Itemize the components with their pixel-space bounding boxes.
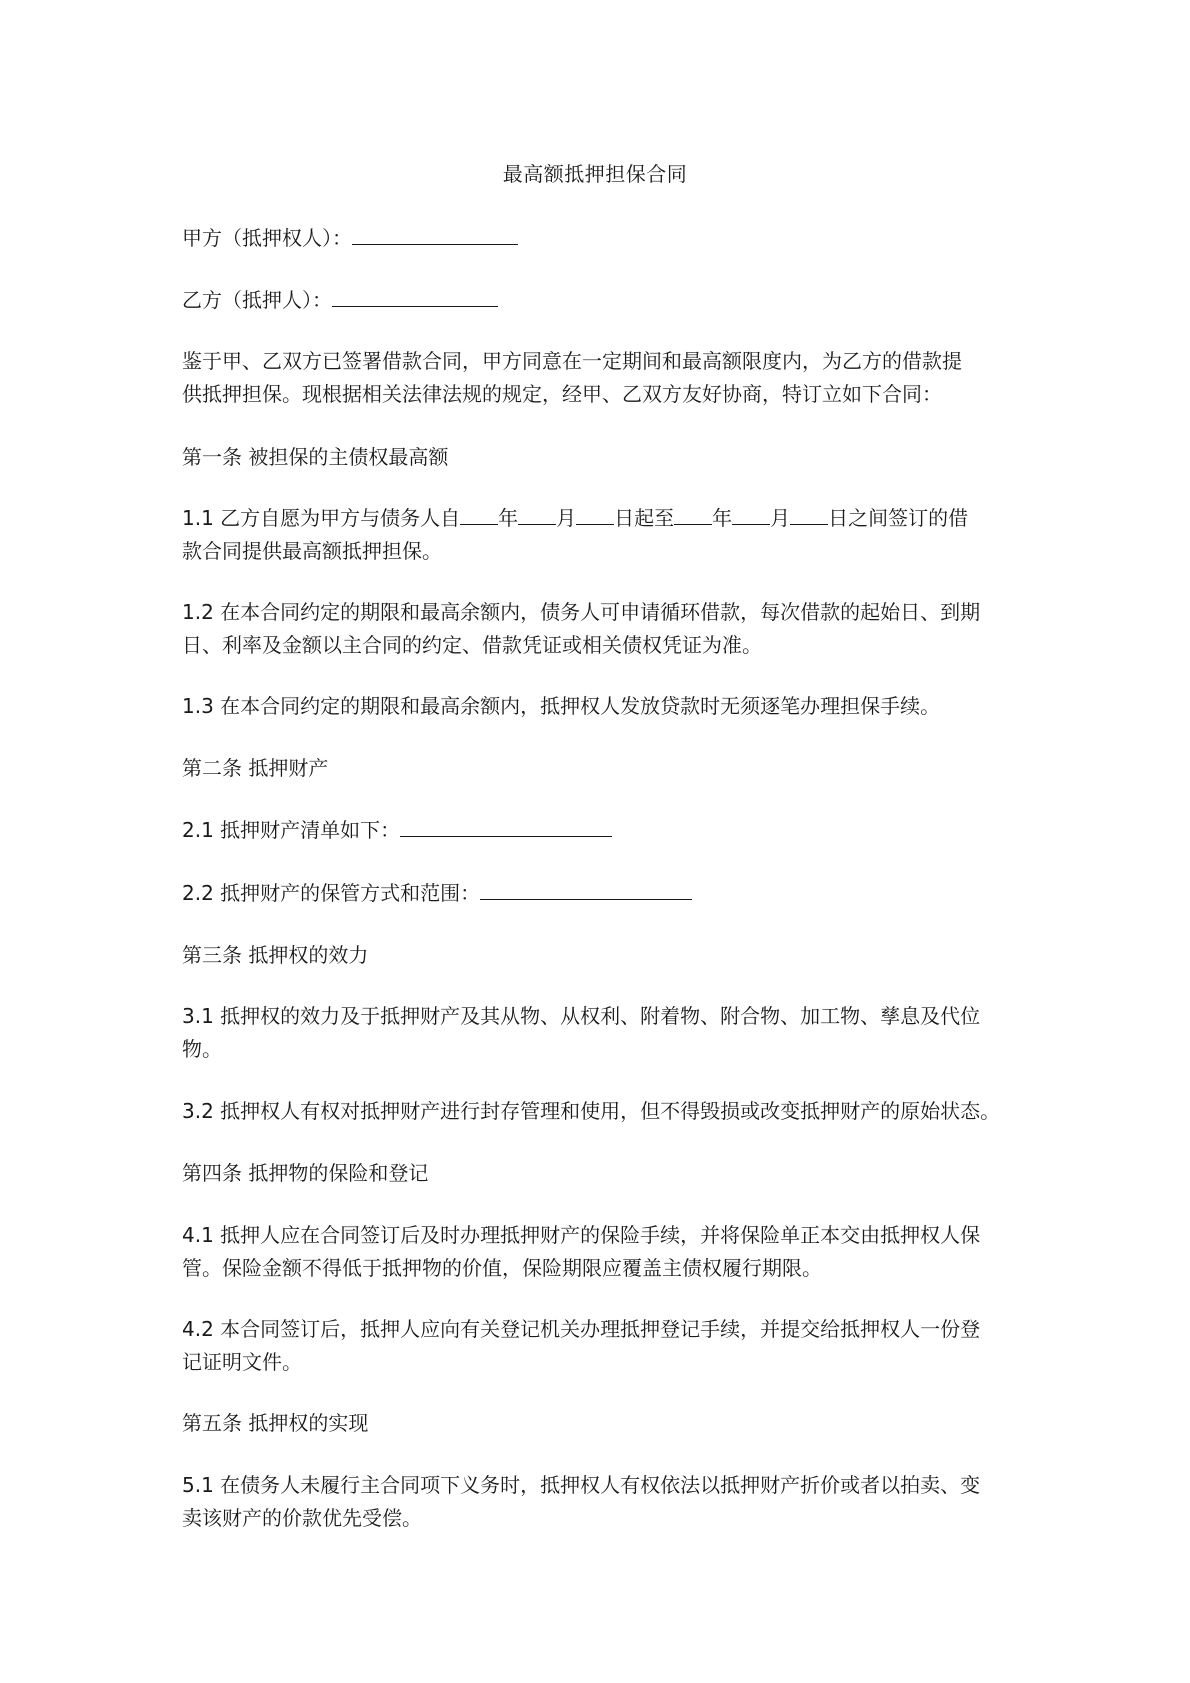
end-month-blank[interactable] (732, 504, 770, 525)
party-a-blank[interactable] (352, 224, 518, 245)
end-year-blank[interactable] (674, 504, 712, 525)
clause-3-1 (182, 1000, 1028, 1066)
clause-1-2 (182, 596, 1028, 662)
clause-line: 1.2 在本合同约定的期限和最高余额内，债务人可申请循环借款，每次借款的起始日、到期 (182, 600, 981, 624)
start-month-blank[interactable] (518, 504, 556, 525)
article-4-heading: 第四条 抵押物的保险和登记 (182, 1161, 429, 1185)
preamble-line: 鉴于甲、乙双方已签署借款合同，甲方同意在一定期间和最高额限度内，为乙方的借款提 (182, 349, 962, 373)
clause-2-2-label: 2.2 抵押财产的保管方式和范围： (182, 881, 481, 905)
preamble-line: 供抵押担保。现根据相关法律法规的规定，经甲、乙双方友好协商，特订立如下合同： (182, 382, 942, 406)
clause-2-1 (182, 814, 1028, 847)
party-b-label: 乙方（抵押人）： (182, 288, 332, 312)
start-day-blank[interactable] (576, 504, 614, 525)
clause-1-3: 1.3 在本合同约定的期限和最高余额内，抵押权人发放贷款时无须逐笔办理担保手续。 (182, 694, 941, 718)
party-b-line (182, 284, 1028, 317)
clause-line: 卖该财产的价款优先受偿。 (182, 1506, 422, 1530)
clause-line: 3.1 抵押权的效力及于抵押财产及其从物、从权利、附着物、附合物、加工物、孳息及代位 (182, 1004, 981, 1028)
start-year-blank[interactable] (460, 504, 498, 525)
clause-line: 4.1 抵押人应在合同签订后及时办理抵押财产的保险手续，并将保险单正本交由抵押权人保 (182, 1223, 981, 1247)
clause-text: 年 (712, 506, 733, 530)
clause-text: 日之间签订的借 (828, 506, 969, 530)
clause-1-1-line-2: 款合同提供最高额抵押担保。 (182, 539, 442, 563)
clause-line: 管。保险金额不得低于抵押物的价值，保险期限应覆盖主债权履行期限。 (182, 1256, 822, 1280)
preamble-paragraph (182, 345, 1028, 411)
clause-4-2 (182, 1313, 1028, 1379)
party-b-blank[interactable] (332, 286, 498, 307)
clause-line: 日、利率及金额以主合同的约定、借款凭证或相关债权凭证为准。 (182, 633, 762, 657)
article-2-heading: 第二条 抵押财产 (182, 756, 329, 780)
end-day-blank[interactable] (790, 504, 828, 525)
party-a-line (182, 222, 1028, 255)
clause-line: 记证明文件。 (182, 1350, 302, 1374)
clause-text: 月 (770, 506, 791, 530)
clause-line: 5.1 在债务人未履行主合同项下义务时，抵押权人有权依法以抵押财产折价或者以拍卖、变 (182, 1473, 981, 1497)
clause-text: 日起至 (614, 506, 675, 530)
clause-text: 1.1 乙方自愿为甲方与债务人自 (182, 506, 461, 530)
clause-2-2 (182, 877, 1028, 910)
clause-1-1 (182, 502, 1028, 568)
article-1-heading: 第一条 被担保的主债权最高额 (182, 445, 449, 469)
party-a-label: 甲方（抵押权人）： (182, 226, 352, 250)
clause-line: 物。 (182, 1037, 222, 1061)
clause-4-1 (182, 1219, 1028, 1285)
article-3-heading: 第三条 抵押权的效力 (182, 943, 369, 967)
clause-text: 年 (498, 506, 519, 530)
article-5-heading: 第五条 抵押权的实现 (182, 1411, 369, 1435)
property-list-blank[interactable] (400, 816, 612, 837)
clause-1-1-line-1 (182, 502, 1028, 535)
clause-line: 4.2 本合同签订后，抵押人应向有关登记机关办理抵押登记手续，并提交给抵押权人一份登 (182, 1317, 981, 1341)
clause-2-1-label: 2.1 抵押财产清单如下： (182, 818, 401, 842)
custody-method-blank[interactable] (480, 879, 692, 900)
document-title: 最高额抵押担保合同 (502, 162, 688, 186)
clause-3-2: 3.2 抵押权人有权对抵押财产进行封存管理和使用，但不得毁损或改变抵押财产的原始状态。 (182, 1099, 1001, 1123)
clause-5-1 (182, 1469, 1028, 1535)
clause-text: 月 (556, 506, 577, 530)
